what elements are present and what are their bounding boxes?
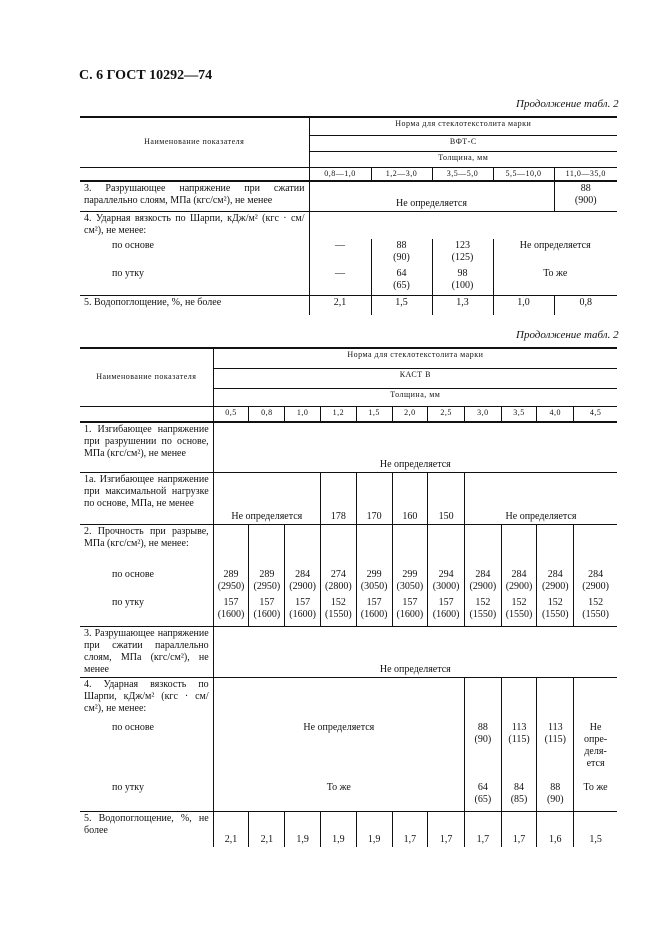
table2-thickness: Толщина, мм (213, 388, 617, 406)
table2-cell: 150 (428, 472, 465, 524)
table1-col: 11,0—35,0 (554, 167, 617, 181)
table1-caption: Продолжение табл. 2 (516, 98, 619, 110)
table1-cell: 1,3 (432, 295, 493, 315)
table2-cell: Не определяется (213, 422, 617, 472)
table2-cell: Не опре- деля- ется (574, 721, 617, 781)
table2-cell: 299 (3050) (392, 568, 428, 596)
table2-norm-header: Норма для стеклотекстолита марки (213, 348, 617, 368)
table2 (80, 347, 617, 847)
table2-brand: КАСТ В (213, 368, 617, 388)
table2-cell: 157 (1600) (285, 596, 321, 626)
table2-cell: То же (213, 781, 464, 811)
table2-cell: 284 (2900) (574, 568, 617, 596)
table2-cell: 88 (90) (537, 781, 574, 811)
table1-row-label: по утку (112, 268, 144, 279)
table2-cell: 160 (392, 472, 428, 524)
table2-col-name: Наименование показателя (80, 348, 213, 406)
table2-cell: Не определяется (213, 472, 320, 524)
table2-row-label: 2. Прочность при разрыве, МПа (кгс/см²), не менее: (80, 524, 213, 568)
table1-cell: — (309, 267, 371, 295)
page-header: С. 6 ГОСТ 10292—74 (79, 68, 213, 83)
table2-cell: 289 (2950) (213, 568, 249, 596)
table2-cell: 1,7 (464, 811, 501, 847)
table1-col: 5,5—10,0 (493, 167, 554, 181)
table2-cell: 152 (1550) (574, 596, 617, 626)
table2-cell: Не определяется (213, 721, 464, 781)
table2-cell: 157 (1600) (213, 596, 249, 626)
table2-cell: 152 (1550) (320, 596, 356, 626)
table2-cell: 152 (1550) (537, 596, 574, 626)
table2-cell: 284 (2900) (537, 568, 574, 596)
table2-cell: 274 (2800) (320, 568, 356, 596)
table2-row-label: по основе (112, 722, 154, 733)
table1-cell: 64 (65) (371, 267, 432, 295)
table2-col: 1,0 (285, 406, 321, 422)
table2-cell: 113 (115) (537, 721, 574, 781)
table2-col: 2,0 (392, 406, 428, 422)
table2-col: 1,2 (320, 406, 356, 422)
table2-row-label: 5. Водопоглощение, %, не более (80, 811, 213, 847)
table2-cell: Не определяется (464, 472, 617, 524)
table2-col: 3,5 (501, 406, 537, 422)
table2-cell: 152 (1550) (464, 596, 501, 626)
table2-cell: 1,7 (392, 811, 428, 847)
table1-col: 0,8—1,0 (309, 167, 371, 181)
table2-col: 0,5 (213, 406, 249, 422)
table2-cell: 284 (2900) (285, 568, 321, 596)
table2-cell: 178 (320, 472, 356, 524)
table2-cell: 64 (65) (464, 781, 501, 811)
table2-row-label: 4. Ударная вязкость по Шарпи, кДж/м² (кгс · см/см²), не менее: (80, 677, 213, 721)
table1-cell: — (309, 239, 371, 267)
table1-cell: То же (493, 267, 617, 295)
table2-cell: 1,9 (356, 811, 392, 847)
table2-cell: 113 (115) (501, 721, 537, 781)
table1-cell: 1,0 (493, 295, 554, 315)
table2-cell: 1,9 (285, 811, 321, 847)
table2-cell: 1,7 (501, 811, 537, 847)
table1-row-label: 3. Разрушающее напряжение при сжатии параллельно слоям, МПа (кгс/см²), не менее (84, 183, 305, 206)
table1-cell: Не определяется (493, 239, 617, 267)
table2-row-label: по основе (112, 569, 154, 580)
table2-cell: 284 (2900) (464, 568, 501, 596)
table1-thickness: Толщина, мм (309, 151, 617, 167)
table2-cell: 170 (356, 472, 392, 524)
table2-caption: Продолжение табл. 2 (516, 329, 619, 341)
table2-cell: 157 (1600) (428, 596, 465, 626)
table2-col: 3,0 (464, 406, 501, 422)
table2-cell: 84 (85) (501, 781, 537, 811)
table1-col: 1,2—3,0 (371, 167, 432, 181)
table2-row-label: 1. Изгибающее напряжение при разрушении по основе, МПа (кгс/см²), не менее (84, 424, 209, 459)
table2-cell: 88 (90) (464, 721, 501, 781)
table2-row-label: 1а. Изгибающее напряжение при максимальной нагрузке по основе, МПа, не менее (80, 472, 213, 524)
table1 (80, 116, 617, 315)
table1-brand: ВФТ-С (309, 135, 617, 151)
table1-row-label: 4. Ударная вязкость по Шарпи, кДж/м² (кгс · см/см²), не менее: (80, 211, 309, 239)
table2-cell: 2,1 (213, 811, 249, 847)
table1-row-label: 5. Водопоглощение, %, не более (80, 295, 309, 315)
table1-col-name: Наименование показателя (80, 117, 309, 167)
table2-cell: 284 (2900) (501, 568, 537, 596)
table2-cell: То же (574, 781, 617, 811)
table2-cell: 1,5 (574, 811, 617, 847)
table2-col: 1,5 (356, 406, 392, 422)
table1-cell: 2,1 (309, 295, 371, 315)
table2-cell: Не определяется (213, 626, 617, 677)
table1-cell: 123 (125) (432, 239, 493, 267)
table2-cell: 157 (1600) (249, 596, 285, 626)
table1-cell: 1,5 (371, 295, 432, 315)
table2-col: 2,5 (428, 406, 465, 422)
table2-cell: 299 (3050) (356, 568, 392, 596)
table1-col: 3,5—5,0 (432, 167, 493, 181)
table2-cell: 157 (1600) (392, 596, 428, 626)
table1-cell: 98 (100) (432, 267, 493, 295)
table2-col: 0,8 (249, 406, 285, 422)
table1-cell: Не определяется (309, 181, 554, 211)
table2-row-label: по утку (112, 597, 144, 608)
table2-cell: 289 (2950) (249, 568, 285, 596)
table2-cell: 152 (1550) (501, 596, 537, 626)
table2-cell: 1,9 (320, 811, 356, 847)
table2-cell: 1,6 (537, 811, 574, 847)
table2-col: 4,0 (537, 406, 574, 422)
table1-cell: 0,8 (554, 295, 617, 315)
table1-row-label: по основе (112, 240, 154, 251)
table2-col: 4,5 (574, 406, 617, 422)
table2-row-label: 3. Разрушающее напряжение при сжатии параллельно слоям, МПа (кгс/см²), не менее (80, 626, 213, 677)
table1-cell: 88 (900) (554, 181, 617, 211)
table2-cell: 294 (3000) (428, 568, 465, 596)
table2-cell: 2,1 (249, 811, 285, 847)
table1-norm-header: Норма для стеклотекстолита марки (309, 117, 617, 135)
table2-cell: 157 (1600) (356, 596, 392, 626)
table2-row-label: по утку (112, 782, 144, 793)
table2-cell: 1,7 (428, 811, 465, 847)
table1-cell: 88 (90) (371, 239, 432, 267)
